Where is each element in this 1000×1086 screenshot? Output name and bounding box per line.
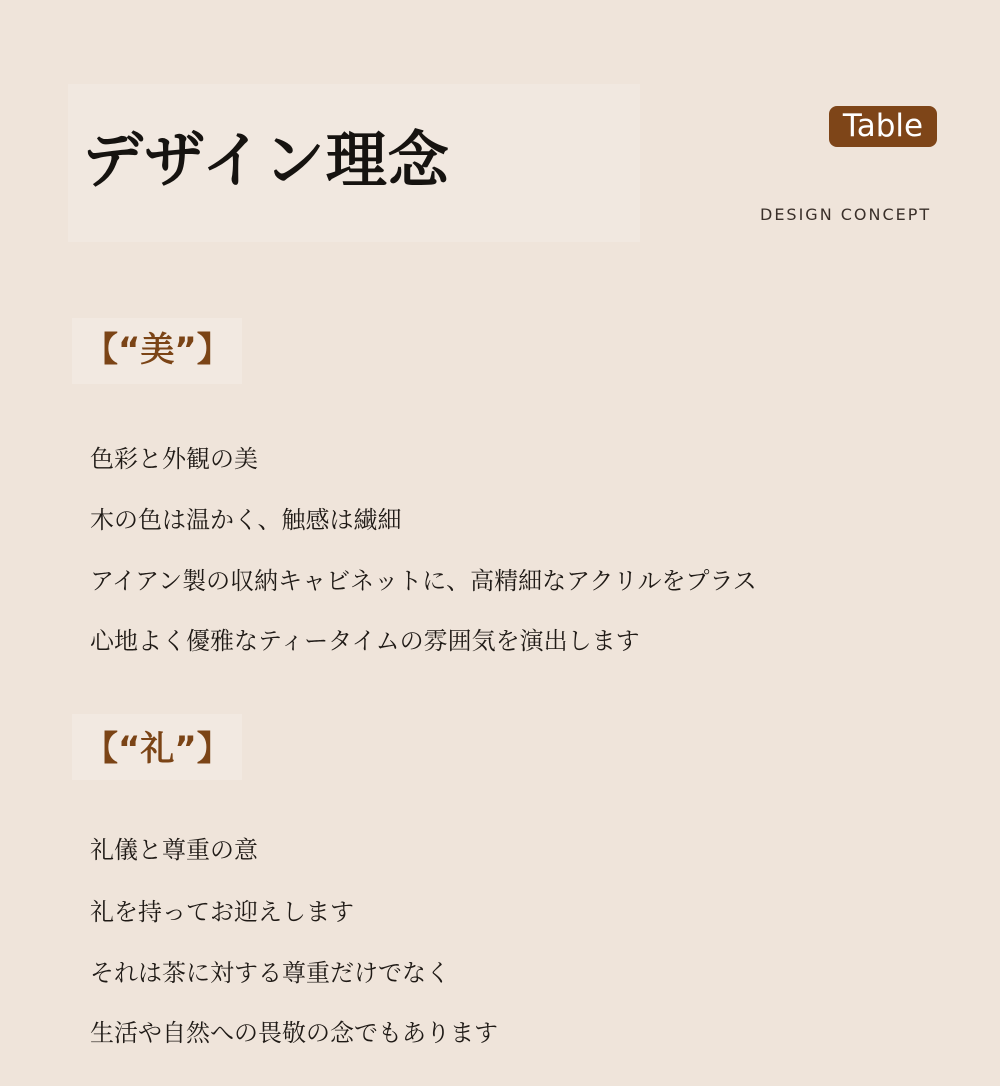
table-badge: Table — [829, 106, 937, 147]
page-title: デザイン理念 — [82, 125, 450, 196]
text-line: それは茶に対する尊重だけでなく — [90, 959, 450, 987]
text-line: 木の色は温かく、触感は繊細 — [90, 506, 402, 534]
page-subtitle: DESIGN CONCEPT — [760, 205, 932, 224]
text-line: 礼を持ってお迎えします — [90, 898, 354, 926]
text-line: 生活や自然への畏敬の念でもあります — [90, 1019, 498, 1047]
text-line: 礼儀と尊重の意 — [90, 836, 258, 864]
text-line: アイアン製の収納キャビネットに、高精細なアクリルをプラス — [90, 567, 757, 595]
section-heading-beauty: 【“美”】 — [84, 330, 231, 370]
section-heading-courtesy: 【“礼”】 — [84, 729, 231, 769]
text-line: 色彩と外観の美 — [90, 445, 258, 473]
text-line: 心地よく優雅なティータイムの雰囲気を演出します — [90, 627, 640, 655]
